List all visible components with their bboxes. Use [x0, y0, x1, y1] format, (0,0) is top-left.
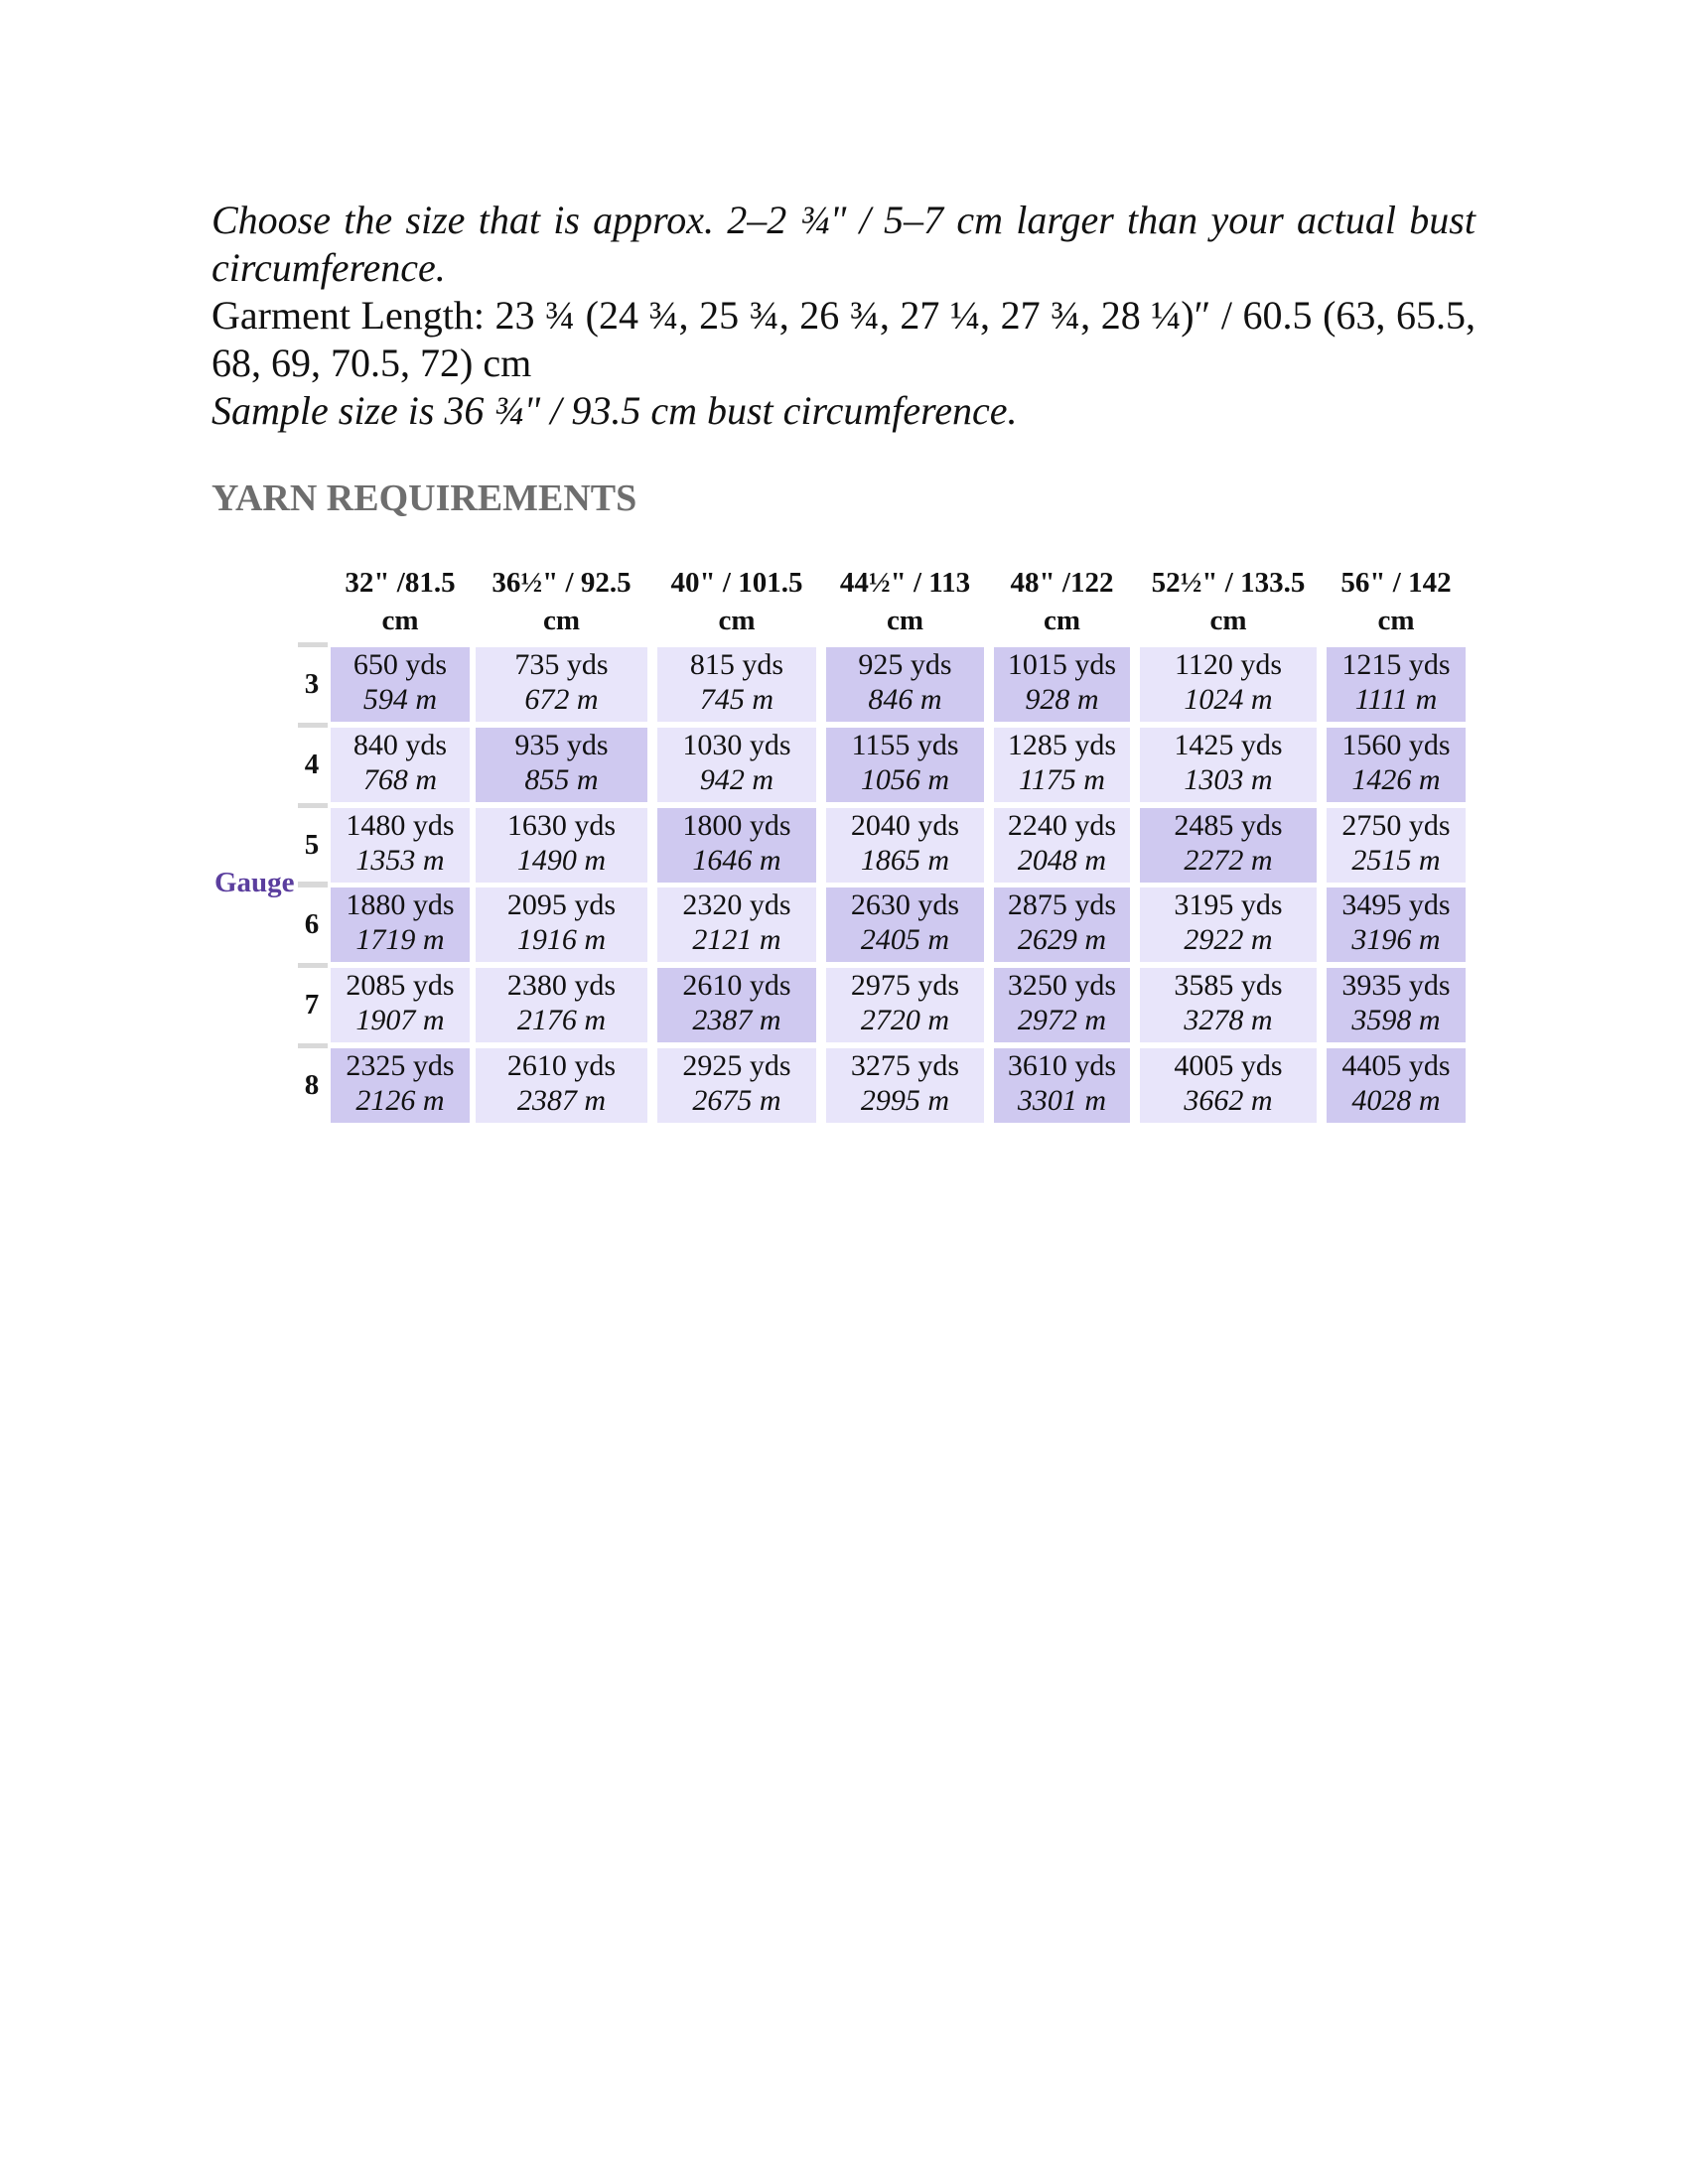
row-separator-rule: [298, 803, 328, 808]
yardage-yards: 1480 yds: [346, 809, 455, 842]
yardage-cell: [994, 968, 1130, 1042]
yardage-cell: [1140, 808, 1317, 883]
gauge-label: Gauge: [214, 867, 295, 898]
yardage-yards: 2085 yds: [346, 969, 455, 1002]
yardage-cell: [657, 887, 816, 962]
yardage-yards: 840 yds: [352, 729, 448, 761]
yardage-meters: 1719 m: [355, 923, 445, 956]
yardage-yards: 2040 yds: [850, 809, 960, 842]
yardage-yards: 1285 yds: [1007, 729, 1117, 761]
yardage-yards: 3935 yds: [1341, 969, 1451, 1002]
size-column-header-unit: cm: [718, 605, 756, 636]
yardage-cell: [1140, 968, 1317, 1042]
yardage-meters: 3662 m: [1184, 1084, 1273, 1117]
yardage-yards: 2485 yds: [1174, 809, 1283, 842]
yardage-meters: 1646 m: [692, 844, 781, 877]
yardage-yards: 815 yds: [689, 648, 784, 681]
yardage-meters: 1490 m: [516, 844, 607, 877]
yardage-cell: [826, 1048, 984, 1123]
size-column-header-unit: cm: [1377, 605, 1415, 636]
yardage-meters: 1916 m: [516, 923, 607, 956]
size-column-header-line: 32" /81.5: [345, 567, 456, 599]
yardage-meters: 855 m: [524, 763, 599, 796]
yardage-yards: 2610 yds: [682, 969, 791, 1002]
yardage-meters: 1175 m: [1019, 763, 1105, 796]
size-column-header: [1316, 564, 1477, 639]
yardage-meters: 2515 m: [1351, 844, 1441, 877]
yardage-meters: 1111 m: [1354, 683, 1438, 716]
yardage-cell: [1140, 647, 1317, 722]
size-column-header: [646, 564, 827, 639]
yardage-cell: [331, 887, 470, 962]
yardage-yards: 1425 yds: [1174, 729, 1283, 761]
size-column-header-line: 40" / 101.5: [670, 567, 803, 599]
yardage-yards: 2240 yds: [1007, 809, 1117, 842]
yardage-yards: 2630 yds: [850, 888, 960, 921]
yardage-cell: [476, 1048, 647, 1123]
yardage-meters: 1303 m: [1184, 763, 1273, 796]
size-column-header: [1129, 564, 1328, 639]
yardage-cell: [1327, 1048, 1466, 1123]
yardage-cell: [994, 728, 1130, 802]
size-column-header-line: 56" / 142: [1340, 567, 1452, 599]
size-column-header-line: 44½" / 113: [839, 567, 971, 599]
yardage-cell: [1140, 1048, 1317, 1123]
size-column-header-line: 36½" / 92.5: [492, 567, 632, 599]
yardage-yards: 1880 yds: [346, 888, 455, 921]
yardage-cell: [331, 647, 470, 722]
yardage-cell: [657, 808, 816, 883]
row-separator-rule: [298, 723, 328, 728]
yardage-cell: [331, 728, 470, 802]
yardage-meters: 1865 m: [860, 844, 950, 877]
size-column-header: [983, 564, 1141, 639]
yardage-yards: 2925 yds: [682, 1049, 791, 1082]
yardage-yards: 3195 yds: [1174, 888, 1283, 921]
yardage-yards: 3275 yds: [850, 1049, 960, 1082]
yardage-yards: 650 yds: [352, 648, 448, 681]
yardage-cell: [1327, 887, 1466, 962]
yardage-yards: 3495 yds: [1341, 888, 1451, 921]
yardage-cell: [657, 1048, 816, 1123]
gauge-row-number: 3: [304, 668, 320, 700]
yarn-requirements-heading: YARN REQUIREMENTS: [211, 478, 637, 519]
yardage-yards: 2610 yds: [506, 1049, 617, 1082]
yardage-cell: [1140, 728, 1317, 802]
yardage-yards: 4005 yds: [1174, 1049, 1283, 1082]
yardage-meters: 2126 m: [355, 1084, 445, 1117]
yardage-meters: 942 m: [699, 763, 774, 796]
sample-size-note: Sample size is 36 ¾" / 93.5 cm bust circumference.: [211, 388, 1018, 433]
yardage-yards: 2750 yds: [1341, 809, 1451, 842]
yardage-yards: 1120 yds: [1174, 648, 1283, 681]
yardage-yards: 2380 yds: [506, 969, 617, 1002]
yardage-cell: [826, 808, 984, 883]
yardage-meters: 1024 m: [1184, 683, 1273, 716]
yardage-meters: 4028 m: [1351, 1084, 1441, 1117]
yardage-yards: 3250 yds: [1007, 969, 1117, 1002]
size-column-header-unit: cm: [1209, 605, 1247, 636]
yardage-yards: 2975 yds: [850, 969, 960, 1002]
yardage-meters: 928 m: [1025, 683, 1099, 716]
yardage-cell: [1327, 728, 1466, 802]
size-column-header-unit: cm: [886, 605, 924, 636]
yardage-meters: 1353 m: [355, 844, 445, 877]
yardage-meters: 2121 m: [692, 923, 781, 956]
yardage-cell: [331, 1048, 470, 1123]
yardage-cell: [476, 968, 647, 1042]
yardage-cell: [476, 887, 647, 962]
yardage-meters: 594 m: [362, 683, 438, 716]
gauge-row-number: 5: [304, 829, 320, 861]
yardage-yards: 1560 yds: [1341, 729, 1451, 761]
yardage-meters: 1426 m: [1351, 763, 1441, 796]
size-column-header-line: 48" /122: [1010, 567, 1114, 599]
yardage-yards: 1030 yds: [682, 729, 791, 761]
yardage-cell: [994, 647, 1130, 722]
yardage-cell: [331, 808, 470, 883]
yardage-cell: [826, 647, 984, 722]
yardage-meters: 3196 m: [1351, 923, 1441, 956]
yardage-yards: 1155 yds: [851, 729, 959, 761]
yardage-meters: 2405 m: [860, 923, 950, 956]
yardage-cell: [1327, 968, 1466, 1042]
yardage-yards: 4405 yds: [1341, 1049, 1451, 1082]
gauge-row-number: 7: [304, 989, 320, 1021]
row-separator-rule: [298, 642, 328, 647]
yardage-cell: [657, 647, 816, 722]
yardage-meters: 2675 m: [692, 1084, 781, 1117]
yardage-yards: 3585 yds: [1174, 969, 1283, 1002]
gauge-row-number: 8: [304, 1069, 320, 1101]
yardage-meters: 846 m: [868, 683, 942, 716]
yardage-cell: [994, 1048, 1130, 1123]
yardage-cell: [476, 728, 647, 802]
size-column-header: [465, 564, 658, 639]
yardage-cell: [826, 728, 984, 802]
yardage-yards: 1800 yds: [682, 809, 791, 842]
gauge-row-number: 6: [304, 908, 320, 940]
yardage-meters: 2995 m: [860, 1084, 950, 1117]
yardage-yards: 2875 yds: [1007, 888, 1117, 921]
yardage-yards: 1015 yds: [1007, 648, 1117, 681]
yardage-cell: [657, 728, 816, 802]
yardage-meters: 2972 m: [1017, 1004, 1107, 1036]
yardage-yards: 2325 yds: [346, 1049, 455, 1082]
yardage-yards: 935 yds: [514, 729, 609, 761]
size-column-header: [815, 564, 995, 639]
yardage-meters: 745 m: [699, 683, 774, 716]
yardage-meters: 3301 m: [1017, 1084, 1107, 1117]
yardage-meters: 2176 m: [516, 1004, 607, 1036]
size-column-header-unit: cm: [381, 605, 419, 636]
yardage-cell: [1327, 647, 1466, 722]
yardage-meters: 2272 m: [1184, 844, 1273, 877]
yardage-meters: 3598 m: [1351, 1004, 1441, 1036]
yardage-yards: 925 yds: [858, 648, 952, 681]
intro-text: [211, 197, 1476, 435]
row-separator-rule: [298, 963, 328, 968]
yardage-cell: [657, 968, 816, 1042]
yardage-yards: 735 yds: [514, 648, 609, 681]
yardage-yards: 3610 yds: [1007, 1049, 1117, 1082]
yardage-cell: [476, 808, 647, 883]
garment-length: Garment Length: 23 ¾ (24 ¾, 25 ¾, 26 ¾, 27 ¼, 27 ¾, 28 ¼)″ / 60.5 (63, 65.5, 68, 69, 70.5, 72) cm: [211, 293, 1476, 385]
yardage-cell: [994, 887, 1130, 962]
yardage-yards: 2320 yds: [682, 888, 791, 921]
yardage-cell: [1140, 887, 1317, 962]
yardage-yards: 2095 yds: [506, 888, 617, 921]
size-advice: Choose the size that is approx. 2–2 ¾" / 5–7 cm larger than your actual bust circumference.: [211, 198, 1476, 290]
yardage-meters: 2720 m: [860, 1004, 950, 1036]
yardage-cell: [331, 968, 470, 1042]
yardage-cell: [1327, 808, 1466, 883]
yardage-meters: 2387 m: [692, 1004, 781, 1036]
size-column-header-line: 52½" / 133.5: [1151, 567, 1306, 599]
yardage-meters: 2629 m: [1017, 923, 1107, 956]
yardage-cell: [994, 808, 1130, 883]
yardage-meters: 2387 m: [516, 1084, 607, 1117]
row-separator-rule: [298, 883, 328, 887]
yardage-meters: 768 m: [362, 763, 438, 796]
yardage-meters: 672 m: [524, 683, 599, 716]
yardage-meters: 1056 m: [860, 763, 950, 796]
yardage-yards: 1630 yds: [506, 809, 617, 842]
row-separator-rule: [298, 1043, 328, 1048]
gauge-row-number: 4: [304, 749, 320, 780]
size-column-header: [320, 564, 481, 639]
yardage-meters: 2048 m: [1017, 844, 1107, 877]
yardage-cell: [826, 968, 984, 1042]
yardage-meters: 2922 m: [1184, 923, 1273, 956]
yardage-cell: [826, 887, 984, 962]
yardage-meters: 1907 m: [355, 1004, 445, 1036]
yardage-meters: 3278 m: [1184, 1004, 1273, 1036]
yardage-yards: 1215 yds: [1341, 648, 1451, 681]
yardage-cell: [476, 647, 647, 722]
size-column-header-unit: cm: [1043, 605, 1081, 636]
size-column-header-unit: cm: [542, 605, 581, 636]
